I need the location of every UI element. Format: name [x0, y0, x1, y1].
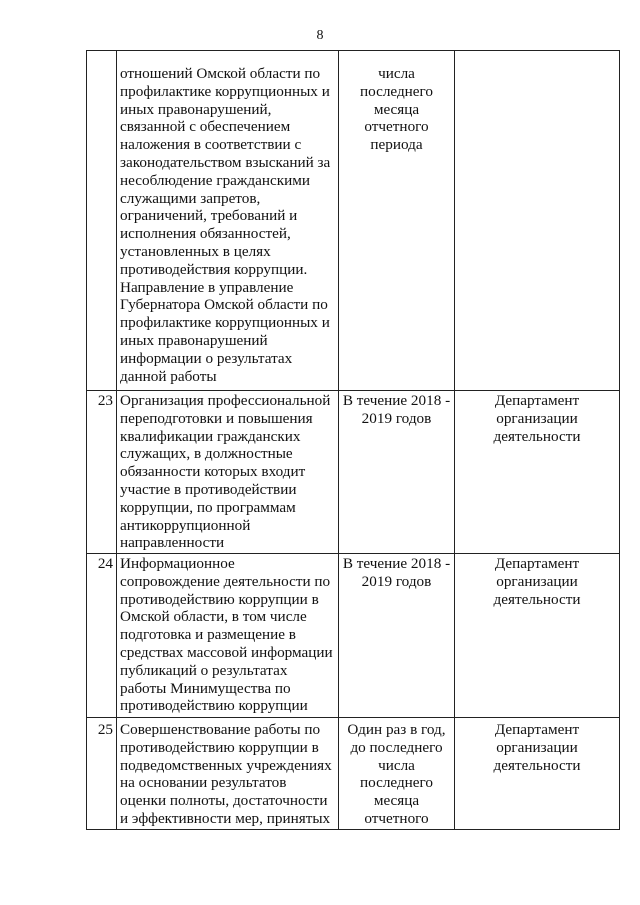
- executor-cell-line: деятельности: [493, 427, 581, 445]
- action-cell-line: служащих, в должностные: [120, 445, 293, 463]
- term-cell-line: месяца: [373, 792, 420, 810]
- action-cell-line: оценки полноты, достаточности: [120, 792, 328, 810]
- action-cell-line: сопровождение деятельности по: [120, 572, 331, 590]
- executor-cell-line: организации: [496, 409, 578, 427]
- executor-cell-line: деятельности: [493, 590, 581, 608]
- action-cell-line: средствах массовой информации: [120, 643, 333, 661]
- action-cell-line: участие в противодействии: [120, 480, 297, 498]
- executor-cell-line: Департамент: [494, 392, 580, 409]
- action-cell-line: Направление в управление: [120, 278, 294, 296]
- term-cell-line: до последнего: [350, 738, 443, 756]
- term-cell: [339, 554, 455, 718]
- action-cell-line: несоблюдение гражданскими: [120, 171, 310, 189]
- action-cell-line: переподготовки и повышения: [120, 409, 313, 427]
- action-cell-line: противодействия коррупции.: [120, 260, 308, 278]
- action-cell: [117, 51, 339, 391]
- action-cell-line: служащими запретов,: [120, 189, 261, 207]
- row-number: [87, 51, 117, 391]
- action-cell: [117, 554, 339, 718]
- table-row: [87, 718, 620, 830]
- executor-cell: [455, 391, 620, 554]
- term-cell: [339, 391, 455, 554]
- executor-cell-line: Департамент: [494, 721, 580, 738]
- term-cell-line: отчетного: [364, 118, 429, 136]
- measures-table: [86, 50, 620, 830]
- action-cell-line: публикаций о результатах: [120, 661, 288, 679]
- executor-cell-line: Департамент: [494, 555, 580, 572]
- row-number: 24: [87, 554, 117, 718]
- action-cell-line: подведомственных учреждениях: [120, 756, 332, 774]
- table-row: [87, 51, 620, 391]
- row-number: 25: [87, 718, 117, 830]
- action-cell-line: ограничений, требований и: [120, 207, 298, 225]
- executor-cell: [455, 554, 620, 718]
- term-cell-line: 2019 годов: [361, 572, 432, 590]
- row-number: 23: [87, 391, 117, 554]
- action-cell-line: иных правонарушений,: [120, 100, 272, 118]
- action-cell-line: работы Минимущества по: [120, 679, 291, 697]
- action-cell-line: антикоррупционной: [120, 516, 251, 534]
- action-cell-line: направленности: [120, 534, 225, 552]
- term-cell-line: 2019 годов: [361, 409, 432, 427]
- action-cell-line: Информационное: [120, 555, 235, 572]
- action-cell-line: обязанности которых входит: [120, 463, 306, 481]
- action-cell-line: Организация профессиональной: [120, 392, 331, 409]
- term-cell-line: последнего: [359, 774, 433, 792]
- term-cell-line: числа: [378, 65, 415, 82]
- action-cell-line: связанной с обеспечением: [120, 118, 291, 136]
- page-number: 8: [316, 28, 324, 43]
- term-cell-line: В течение 2018 -: [342, 392, 451, 409]
- action-cell-line: наложения в соответствии с: [120, 136, 302, 154]
- table-row: [87, 391, 620, 554]
- action-cell-line: иных правонарушений: [120, 331, 268, 349]
- term-cell: [339, 718, 455, 830]
- executor-cell-line: организации: [496, 738, 578, 756]
- action-cell-line: профилактике коррупционных и: [120, 82, 330, 100]
- executor-cell: [455, 51, 620, 391]
- action-cell-line: подготовка и размещение в: [120, 626, 296, 644]
- action-cell-line: и эффективности мер, принятых: [120, 809, 331, 827]
- action-cell-line: на основании результатов: [120, 774, 287, 792]
- term-cell-line: отчетного: [364, 809, 429, 827]
- action-cell: [117, 718, 339, 830]
- term-cell-line: периода: [370, 136, 423, 154]
- action-cell-line: исполнения обязанностей,: [120, 225, 291, 243]
- action-cell-line: данной работы: [120, 367, 217, 385]
- action-cell-line: информации о результатах: [120, 349, 293, 367]
- action-cell-line: противодействию коррупции в: [120, 590, 319, 608]
- action-cell-line: квалификации гражданских: [120, 427, 301, 445]
- action-cell-line: Губернатора Омской области по: [120, 296, 328, 314]
- action-cell-line: отношений Омской области по: [120, 65, 321, 82]
- table-row: [87, 554, 620, 718]
- action-cell-line: Омской области, в том числе: [120, 608, 307, 626]
- term-cell: [339, 51, 455, 391]
- term-cell-line: месяца: [373, 100, 420, 118]
- term-cell-line: последнего: [359, 82, 433, 100]
- term-cell-line: Один раз в год,: [347, 721, 446, 738]
- term-cell-line: числа: [378, 756, 415, 774]
- action-cell-line: противодействию коррупции: [120, 697, 308, 715]
- executor-cell-line: деятельности: [493, 756, 581, 774]
- term-cell-line: В течение 2018 -: [342, 555, 451, 572]
- action-cell-line: установленных в целях: [120, 242, 271, 260]
- action-cell-line: законодательством взысканий за: [120, 153, 331, 171]
- action-cell-line: противодействию коррупции в: [120, 738, 319, 756]
- action-cell-line: профилактике коррупционных и: [120, 314, 330, 332]
- executor-cell-line: организации: [496, 572, 578, 590]
- action-cell: [117, 391, 339, 554]
- executor-cell: [455, 718, 620, 830]
- action-cell-line: коррупции, по программам: [120, 498, 296, 516]
- action-cell-line: Совершенствование работы по: [120, 721, 321, 738]
